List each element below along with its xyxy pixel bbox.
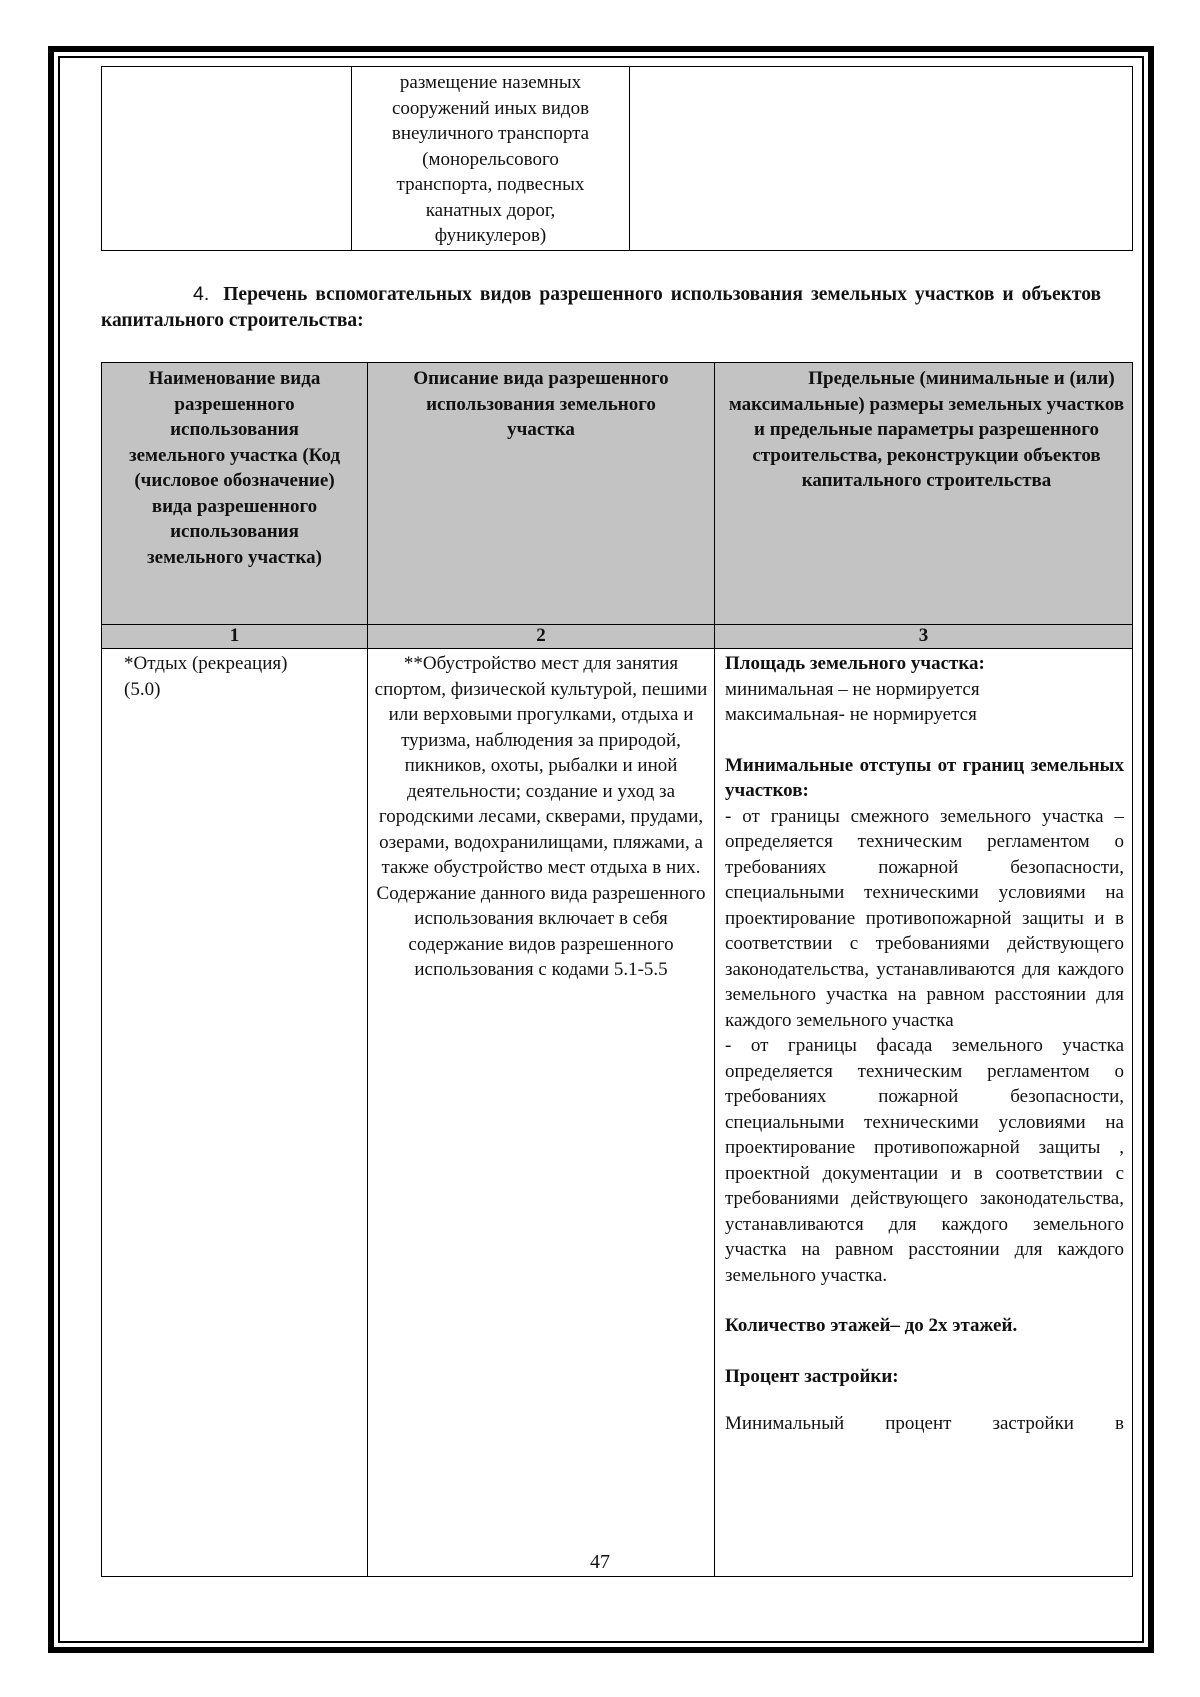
page-number: 47	[590, 1551, 610, 1573]
area-title: Площадь земельного участка:	[725, 653, 985, 674]
text-line: размещение наземных	[399, 72, 582, 93]
section-heading	[101, 281, 1101, 334]
floors-text: Количество этажей– до 2х этажей.	[725, 1315, 1018, 1336]
section-title: Перечень вспомогательных видов разрешенного использования земельных участков и объектов капитального строительства:	[101, 284, 1101, 331]
continuation-cell-3	[630, 67, 1133, 251]
column-number-2: 2	[368, 625, 715, 649]
column-header-3: Предельные (минимальные и (или) максимальные) размеры земельных участков и предельные параметры разрешенного строительства, реконструкции объектов капитального строительства	[715, 363, 1133, 625]
continuation-table	[101, 66, 1133, 251]
text-line: канатных дорог,	[425, 199, 556, 221]
setback-title: Минимальные отступы от границ земельных участков:	[725, 754, 1124, 801]
table-row	[102, 649, 1133, 1577]
column-number-1: 1	[102, 625, 368, 649]
text-line: сооружений иных видов	[391, 97, 590, 119]
permitted-use-table	[101, 362, 1133, 1577]
continuation-cell-2	[352, 67, 630, 251]
table-header-row	[102, 363, 1133, 625]
use-name-cell	[102, 649, 368, 1577]
use-name: *Отдых (рекреация)	[124, 653, 288, 674]
coverage-text: Минимальный процент застройки в	[725, 1413, 1124, 1434]
column-number-3: 3	[715, 625, 1133, 649]
coverage-title: Процент застройки:	[725, 1365, 899, 1387]
parameters-cell	[715, 649, 1133, 1577]
continuation-cell-1	[102, 67, 352, 251]
area-max: максимальная- не нормируется	[725, 704, 977, 725]
area-min: минимальная – не нормируется	[725, 678, 980, 700]
section-number: 4.	[193, 283, 210, 305]
text-line: фуникулеров)	[434, 225, 547, 246]
column-header-1: Наименование вида разрешенного использования земельного участка (Код (числовое обозначение) вида разрешенного использования земельного участка)	[102, 363, 368, 625]
use-code: (5.0)	[124, 678, 161, 700]
text-line: (монорельсового	[422, 148, 559, 170]
column-header-2: Описание вида разрешенного использования земельного участка	[368, 363, 715, 625]
table-row	[102, 67, 1133, 251]
setback-paragraph-2: - от границы фасада земельного участка определяется техническим регламентом о требованиях пожарной безопасности, специальными техническими условиями на проектирование противопожарной защиты , проектной документации и в соответствии с требованиями действующего законодательства, устанавливаются для каждого земельного участка на равном расстоянии для каждого земельного участка.	[725, 1035, 1124, 1286]
setback-paragraph-1: - от границы смежного земельного участка – определяется техническим регламентом о требованиях пожарной безопасности, специальными техническими условиями на проектирование противопожарной защиты и в соответствии с требованиями действующего законодательства, устанавливаются для каждого земельного участка на равном расстоянии для каждого земельного участка	[725, 805, 1124, 1031]
column-number-row	[102, 625, 1133, 649]
text-line: транспорта, подвесных	[396, 174, 585, 195]
text-line: внеуличного транспорта	[391, 123, 590, 144]
use-description-cell: **Обустройство мест для занятия спортом, физической культурой, пешими или верховыми прогулками, отдыха и туризма, наблюдения за природой, пикников, охоты, рыбалки и иной деятельности; создание и уход за городскими лесами, скверами, прудами, озерами, водохранилищами, пляжами, а также обустройство мест отдыха в них. Содержание данного вида разрешенного использования включает в себя содержание видов разрешенного использования с кодами 5.1-5.5	[368, 649, 715, 1577]
